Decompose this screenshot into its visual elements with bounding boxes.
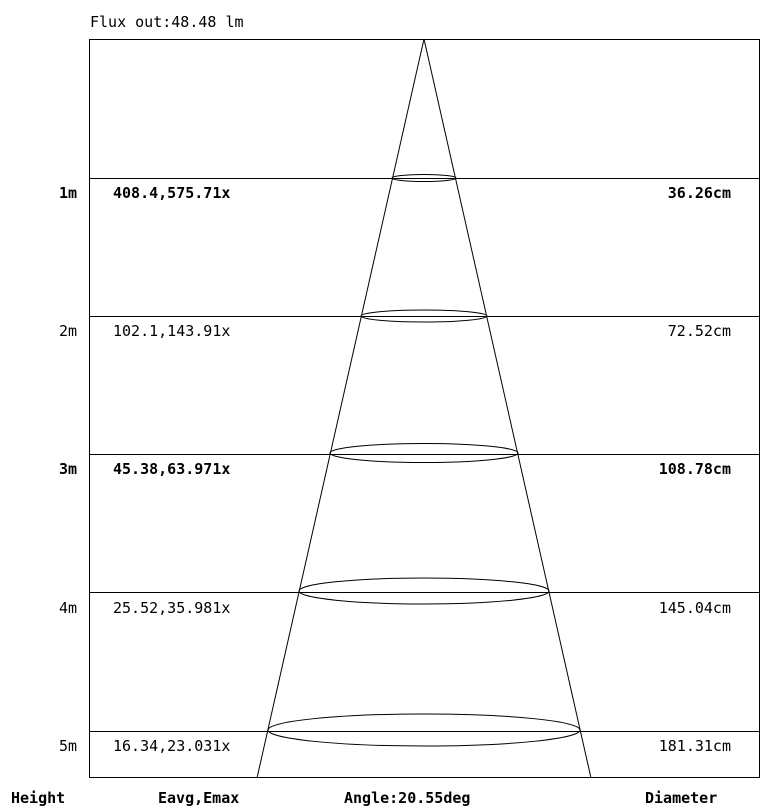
illuminance-value-5m: 16.34,23.031x: [113, 737, 231, 755]
diameter-value-2m: 72.52cm: [667, 322, 731, 340]
illuminance-value-2m: 102.1,143.91x: [113, 322, 231, 340]
diameter-value-4m: 145.04cm: [658, 599, 731, 617]
height-label-1m: 1m: [58, 184, 77, 202]
diameter-value-1m: 36.26cm: [667, 184, 731, 202]
beam-spot-3m: [330, 444, 518, 463]
eavg-emax-column-label: Eavg,Emax: [158, 789, 240, 807]
illuminance-value-1m: 408.4,575.71x: [113, 184, 231, 202]
height-label-2m: 2m: [58, 322, 77, 340]
flux-output-label: Flux out:48.48 lm: [90, 13, 244, 31]
height-label-5m: 5m: [58, 737, 77, 755]
height-label-3m: 3m: [58, 460, 77, 478]
beam-edge-right: [424, 39, 591, 778]
illuminance-value-4m: 25.52,35.981x: [113, 599, 231, 617]
beam-edge-left: [257, 39, 424, 778]
beam-spot-5m: [268, 714, 580, 746]
diameter-value-3m: 108.78cm: [658, 460, 731, 478]
illuminance-value-3m: 45.38,63.971x: [113, 460, 231, 478]
height-column-label: Height: [11, 789, 66, 807]
diameter-value-5m: 181.31cm: [658, 737, 731, 755]
diameter-column-label: Diameter: [645, 789, 718, 807]
height-label-4m: 4m: [58, 599, 77, 617]
beam-angle-label: Angle:20.55deg: [344, 789, 471, 807]
diagram-frame: [90, 40, 760, 778]
beam-spot-4m: [299, 578, 549, 604]
